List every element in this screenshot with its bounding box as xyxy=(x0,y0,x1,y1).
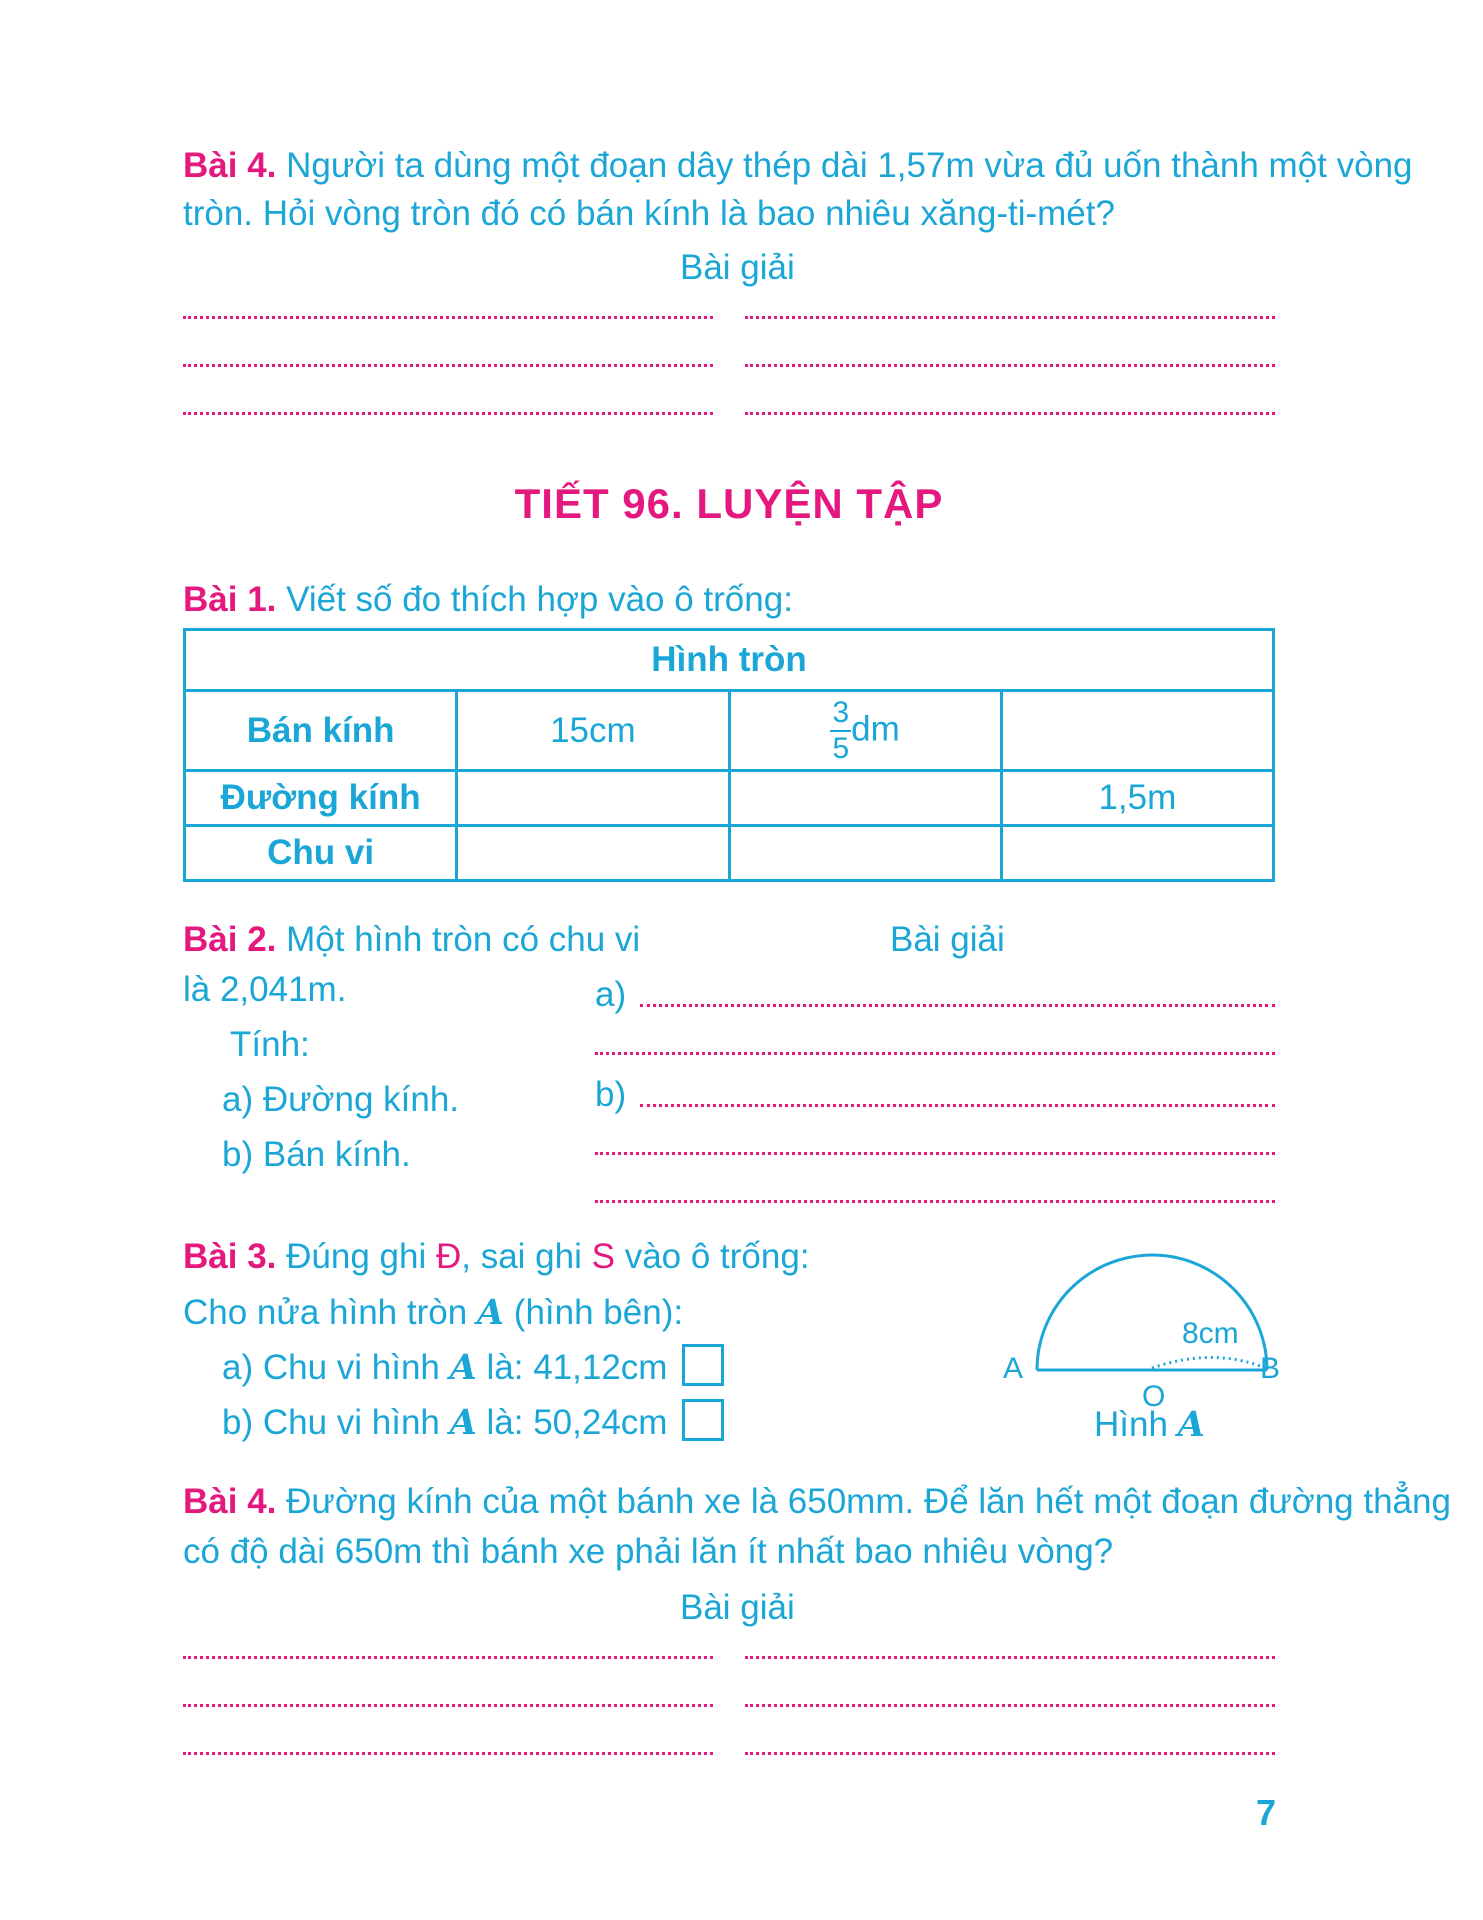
bai3-given-b: (hình bên): xyxy=(513,1293,684,1332)
bai1-label: Bài 1. xyxy=(183,580,277,619)
answer-line[interactable] xyxy=(595,1152,1275,1155)
bai4-bottom-text1: Đường kính của một bánh xe là 650mm. Để lăn hết một đoạn đường thẳng xyxy=(286,1482,1451,1521)
answer-line[interactable] xyxy=(183,1656,713,1659)
radius-label: 8cm xyxy=(1182,1317,1239,1350)
option-b-checkbox[interactable] xyxy=(682,1399,724,1441)
bai4-top-solution-label: Bài giải xyxy=(680,248,795,287)
bai3-instr-a: Đúng ghi xyxy=(286,1237,427,1276)
answer-line[interactable] xyxy=(640,1104,1275,1107)
option-a-text2: là: 41,12cm xyxy=(486,1348,668,1387)
bai4-bottom-label: Bài 4. xyxy=(183,1482,277,1521)
answer-line[interactable] xyxy=(183,364,713,367)
bai4-top-line1 xyxy=(183,146,1413,186)
bai3-instr-b: , sai ghi xyxy=(461,1237,582,1276)
bai2-line5: b) Bán kính. xyxy=(222,1135,411,1174)
shape-symbol: A xyxy=(1177,1404,1205,1445)
option-b-text1: b) Chu vi hình xyxy=(222,1403,440,1442)
answer-line[interactable] xyxy=(595,1200,1275,1203)
point-a-label: A xyxy=(1003,1352,1024,1385)
cell-radius-2 xyxy=(729,691,1001,771)
answer-line[interactable] xyxy=(183,1704,713,1707)
bai2-line2: là 2,041m. xyxy=(183,970,347,1009)
fraction-unit: dm xyxy=(851,708,900,748)
row-label-circumference: Chu vi xyxy=(185,826,457,881)
shape-symbol: A xyxy=(476,1292,505,1333)
table-header: Hình tròn xyxy=(185,630,1274,691)
table-row xyxy=(185,826,1274,881)
bai4-top-label: Bài 4. xyxy=(183,146,277,185)
option-a-text1: a) Chu vi hình xyxy=(222,1348,440,1387)
bai3-instr-c: vào ô trống: xyxy=(624,1237,810,1276)
answer-line[interactable] xyxy=(745,364,1275,367)
option-a-checkbox[interactable] xyxy=(682,1344,724,1386)
bai2-answer-b: b) xyxy=(595,1075,627,1114)
cell-diameter-2[interactable] xyxy=(729,771,1001,826)
cell-diameter-3: 1,5m xyxy=(1001,771,1273,826)
radius-dotted-arc xyxy=(1152,1357,1260,1368)
fraction-numerator: 3 xyxy=(830,698,851,732)
fraction-denominator: 5 xyxy=(832,731,850,765)
bai2-answer-a: a) xyxy=(595,975,627,1014)
bai4-bottom-line2: có độ dài 650m thì bánh xe phải lăn ít nhất bao nhiêu vòng? xyxy=(183,1532,1114,1571)
bai3-line1 xyxy=(183,1237,810,1277)
bai2-line1 xyxy=(183,920,640,960)
cell-radius-3[interactable] xyxy=(1001,691,1273,771)
cell-circumference-3[interactable] xyxy=(1001,826,1273,881)
table-row xyxy=(185,691,1274,771)
answer-line[interactable] xyxy=(183,1752,713,1755)
answer-line[interactable] xyxy=(595,1052,1275,1055)
answer-line[interactable] xyxy=(745,1704,1275,1707)
bai4-top-text1: Người ta dùng một đoạn dây thép dài 1,57m vừa đủ uốn thành một vòng xyxy=(286,146,1413,185)
bai2-line3: Tính: xyxy=(230,1025,310,1064)
shape-symbol: A xyxy=(449,1402,477,1443)
bai2-line4: a) Đường kính. xyxy=(222,1080,460,1119)
cell-radius-1: 15cm xyxy=(457,691,729,771)
bai3-true-mark: Đ xyxy=(435,1237,462,1276)
bai1-line xyxy=(183,580,793,620)
answer-line[interactable] xyxy=(745,1752,1275,1755)
option-b-text2: là: 50,24cm xyxy=(486,1403,668,1442)
bai3-given-a: Cho nửa hình tròn xyxy=(183,1293,468,1332)
row-label-radius: Bán kính xyxy=(185,691,457,771)
cell-circumference-1[interactable] xyxy=(457,826,729,881)
shape-symbol: A xyxy=(449,1347,477,1388)
bai3-line2 xyxy=(183,1292,683,1333)
figure-caption-text: Hình xyxy=(1094,1405,1168,1444)
bai2-text1: Một hình tròn có chu vi xyxy=(286,920,641,959)
fraction xyxy=(830,695,851,765)
answer-line[interactable] xyxy=(183,316,713,319)
answer-line[interactable] xyxy=(745,1656,1275,1659)
answer-line[interactable] xyxy=(745,412,1275,415)
bai2-solution-label: Bài giải xyxy=(890,920,1005,959)
cell-circumference-2[interactable] xyxy=(729,826,1001,881)
bai1-text: Viết số đo thích hợp vào ô trống: xyxy=(286,580,793,619)
bai4-bottom-solution-label: Bài giải xyxy=(680,1588,795,1627)
lesson-title: TIẾT 96. LUYỆN TẬP xyxy=(514,480,944,527)
answer-line[interactable] xyxy=(745,316,1275,319)
bai3-option-a xyxy=(222,1347,667,1388)
answer-line[interactable] xyxy=(640,1004,1275,1007)
semicircle-arc xyxy=(1037,1255,1267,1370)
row-label-diameter: Đường kính xyxy=(185,771,457,826)
answer-line[interactable] xyxy=(183,412,713,415)
point-o-label: O xyxy=(1142,1380,1166,1413)
bai4-bottom-line1 xyxy=(183,1482,1451,1522)
cell-diameter-1[interactable] xyxy=(457,771,729,826)
bai2-label: Bài 2. xyxy=(183,920,277,959)
bai3-label: Bài 3. xyxy=(183,1237,277,1276)
bai3-option-b xyxy=(222,1402,667,1443)
figure-caption xyxy=(1094,1404,1205,1445)
bai3-false-mark: S xyxy=(591,1237,615,1276)
point-b-label: B xyxy=(1260,1352,1281,1385)
circle-table xyxy=(183,628,1275,882)
bai4-top-line2: tròn. Hỏi vòng tròn đó có bán kính là bao nhiêu xăng-ti-mét? xyxy=(183,194,1115,233)
page-number: 7 xyxy=(1256,1792,1277,1833)
table-row xyxy=(185,771,1274,826)
